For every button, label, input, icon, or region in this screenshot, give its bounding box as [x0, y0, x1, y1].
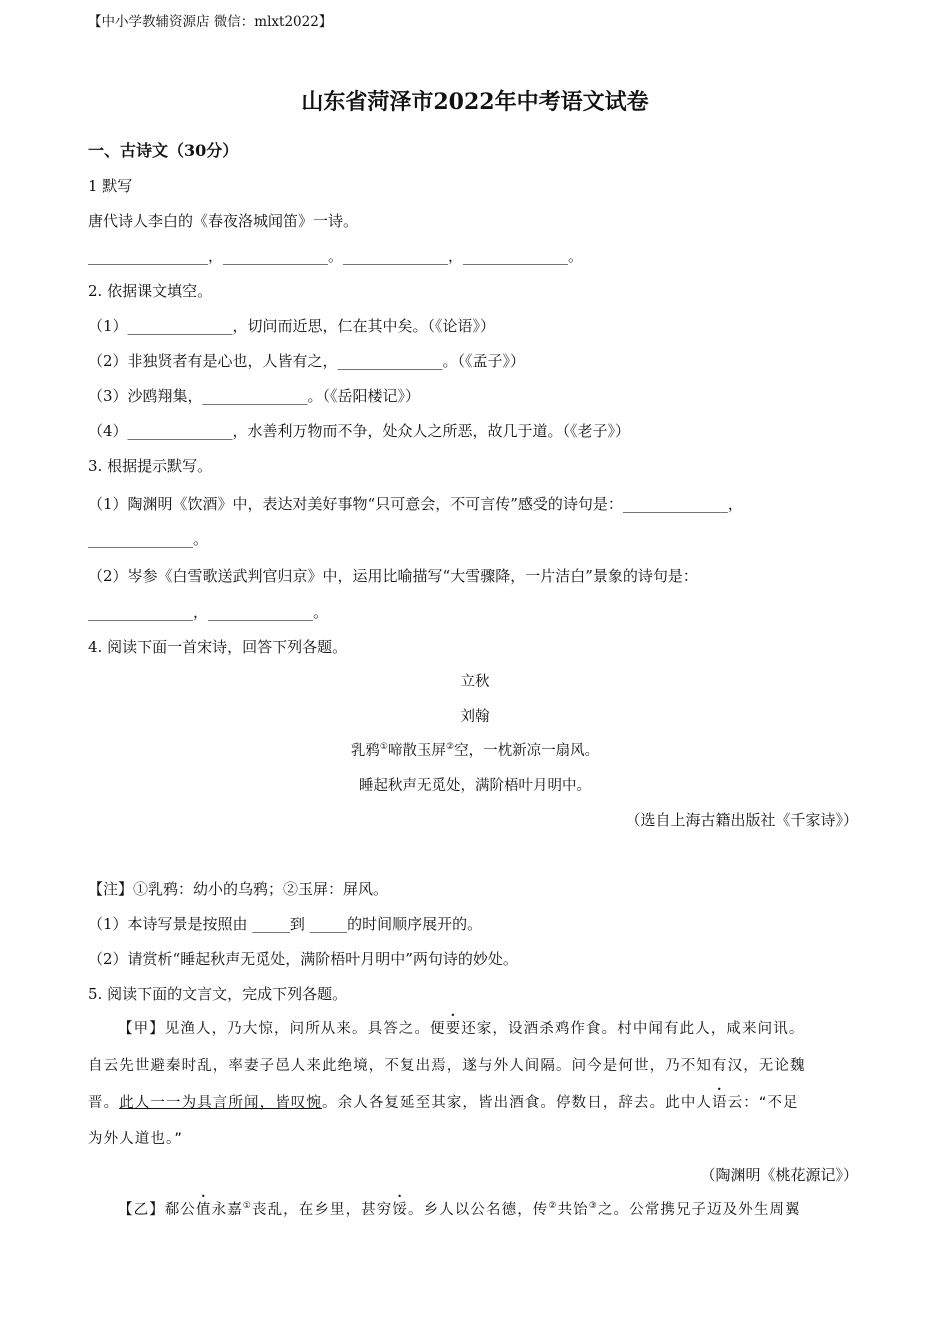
passage-jia-line-2: 自云先世避秦时乱，率妻子邑人来此绝境，不复出焉，遂与外人间隔。问今是何世，乃不知有汉，无论魏 [88, 1058, 806, 1074]
poem-note: 【注】①乳鸦：幼小的乌鸦；②玉屏：屏风。 [88, 880, 389, 898]
q5-label: 5. 阅读下面的文言文，完成下列各题。 [88, 985, 348, 1003]
passage-yi-line-1: 【乙】郗公值永嘉①丧乱，在乡里，甚穷馁。乡人以公名德，传②共饴③之。公常携兄子迈及外生周翼 [118, 1201, 801, 1218]
note-marker-2: ② [446, 742, 455, 752]
emphasis-char: 要 [445, 1021, 462, 1037]
poem-line-1: 乳鸦①啼散玉屏②空，一枕新凉一扇风。 [350, 742, 600, 759]
passage-jia-source: （陶渊明《桃花源记》） [700, 1166, 858, 1184]
poem-source: （选自上海古籍出版社《千家诗》） [625, 811, 858, 829]
emphasis-char: 馁 [392, 1202, 408, 1218]
q2-item-1: （1）______________，切问而近思，仁在其中矣。（《论语》） [88, 317, 496, 335]
q2-item-3: （3）沙鸥翔集，______________。（《岳阳楼记》） [88, 387, 421, 405]
q4-sub-2: （2）请赏析“睡起秋声无觅处，满阶梧叶月明中”两句诗的妙处。 [88, 950, 518, 968]
q4-sub-1: （1）本诗写景是按照由 _____到 _____的时间顺序展开的。 [88, 915, 483, 933]
q3-item-1: （1）陶渊明《饮酒》中，表达对美好事物“只可意会，不可言传”感受的诗句是：______________， [88, 495, 743, 513]
q3-item-1-continued: ______________。 [88, 530, 209, 548]
q2-item-2: （2）非独贤者有是心也，人皆有之，______________。（《孟子》） [88, 352, 526, 370]
passage-jia-line-4: 为外人道也。” [88, 1131, 183, 1147]
q3-item-2-continued: ______________，______________。 [88, 603, 329, 621]
page-title: 山东省菏泽市2022年中考语文试卷 [301, 89, 649, 115]
emphasis-char: 语 [712, 1095, 728, 1111]
q1-answer-blanks: ________________，______________。______________，______________。 [88, 247, 584, 265]
q2-label: 2. 依据课文填空。 [88, 282, 213, 300]
passage-jia-line-1: 【甲】见渔人，乃大惊，问所从来。具答之。便要还家，设酒杀鸡作食。村中闻有此人，咸来问讯。 [118, 1021, 805, 1037]
underlined-sentence: 此人一一为具言所闻，皆叹惋 [119, 1095, 323, 1111]
q4-label: 4. 阅读下面一首宋诗，回答下列各题。 [88, 638, 348, 656]
q3-item-2: （2）岑参《白雪歌送武判官归京》中，运用比喻描写“大雪骤降，一片洁白”景象的诗句是： [88, 567, 698, 585]
page-header: 【中小学教辅资源店 微信：mlxt2022】 [88, 14, 333, 30]
q3-label: 3. 根据提示默写。 [88, 457, 213, 475]
poem-line-2: 睡起秋声无觅处，满阶梧叶月明中。 [359, 778, 591, 794]
q1-label: 1 默写 [88, 177, 133, 195]
poem-title: 立秋 [460, 674, 490, 690]
q2-item-4: （4）______________，水善利万物而不争，处众人之所恶，故几于道。（《老子》） [88, 422, 631, 440]
passage-jia-line-3: 晋。此人一一为具言所闻，皆叹惋。余人各复延至其家，皆出酒食。停数日，辞去。此中人语云：“不足 [88, 1095, 799, 1111]
section-heading: 一、古诗文（30分） [88, 141, 239, 160]
emphasis-char: 值 [196, 1202, 212, 1218]
poem-author: 刘翰 [460, 709, 490, 725]
q1-prompt: 唐代诗人李白的《春夜洛城闻笛》一诗。 [88, 212, 359, 230]
note-marker-1: ① [379, 742, 388, 752]
